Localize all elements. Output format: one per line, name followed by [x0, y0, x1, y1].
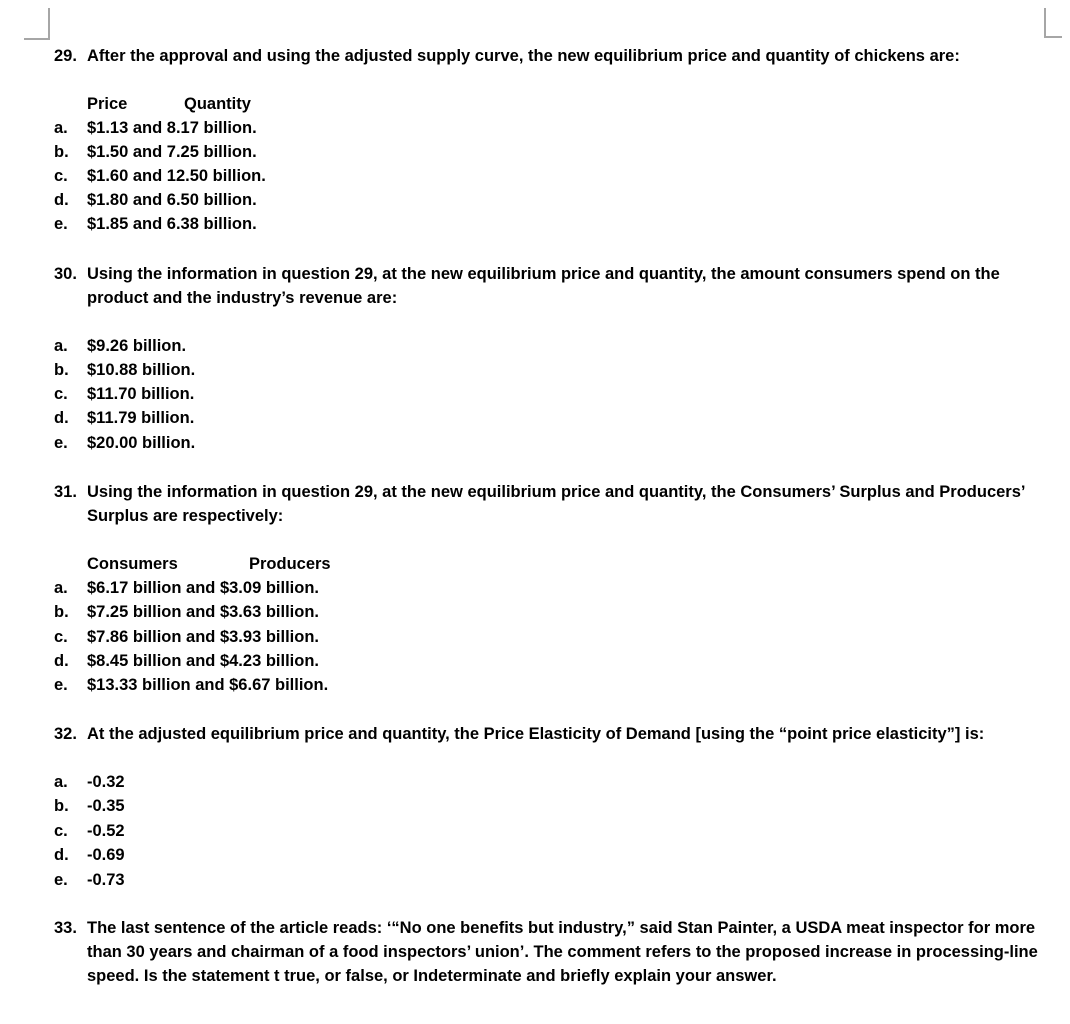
- question-text: The last sentence of the article reads: ‘“No one benefits but industry,” said Stan Painter, a USDA meat inspector for more than 30 years and chairman of a food inspectors’ union’. The comment refers to the proposed increase in processing-line speed. Is the statement t true, or false, or Indeterminate and briefly explain your answer.: [87, 919, 1038, 985]
- option-text: $11.79 billion.: [87, 409, 195, 427]
- question-29: [54, 44, 1054, 68]
- question-30: [54, 262, 1054, 310]
- option-text: $11.70 billion.: [87, 385, 195, 403]
- option-letter: d.: [54, 652, 69, 670]
- question-33: [54, 916, 1054, 988]
- question-number: 33.: [54, 919, 77, 937]
- option-text: $1.85 and 6.38 billion.: [87, 215, 257, 233]
- option-letter: d.: [54, 846, 69, 864]
- column-header-producers: Producers: [249, 555, 331, 573]
- option-letter: d.: [54, 409, 69, 427]
- crop-mark-top-right: [1044, 8, 1062, 38]
- option-text: $7.25 billion and $3.63 billion.: [87, 603, 319, 621]
- option-letter: b.: [54, 797, 69, 815]
- option-letter: d.: [54, 191, 69, 209]
- option-letter: a.: [54, 337, 68, 355]
- question-text: At the adjusted equilibrium price and quantity, the Price Elasticity of Demand [using the “point price elasticity”] is:: [87, 725, 985, 743]
- option-text: $8.45 billion and $4.23 billion.: [87, 652, 319, 670]
- crop-mark-top-left: [24, 8, 50, 40]
- option-text: -0.32: [87, 773, 125, 791]
- question-number: 29.: [54, 47, 77, 65]
- option-text: $1.60 and 12.50 billion.: [87, 167, 266, 185]
- option-letter: b.: [54, 143, 69, 161]
- question-number: 32.: [54, 725, 77, 743]
- question-32: [54, 722, 1054, 746]
- option-text: -0.73: [87, 871, 125, 889]
- question-text: Using the information in question 29, at the new equilibrium price and quantity, the Consumers’ Surplus and Producers’ Surplus are respectively:: [87, 483, 1025, 525]
- option-letter: a.: [54, 773, 68, 791]
- option-letter: e.: [54, 215, 68, 233]
- option-letter: e.: [54, 676, 68, 694]
- option-letter: b.: [54, 361, 69, 379]
- option-text: $1.50 and 7.25 billion.: [87, 143, 257, 161]
- column-header-quantity: Quantity: [184, 95, 251, 113]
- option-text: -0.69: [87, 846, 125, 864]
- option-text: -0.35: [87, 797, 125, 815]
- question-number: 31.: [54, 483, 77, 501]
- option-letter: c.: [54, 628, 68, 646]
- column-header-consumers: Consumers: [87, 555, 178, 573]
- option-text: $1.80 and 6.50 billion.: [87, 191, 257, 209]
- option-text: -0.52: [87, 822, 125, 840]
- option-letter: c.: [54, 385, 68, 403]
- option-text: $13.33 billion and $6.67 billion.: [87, 676, 329, 694]
- question-text: After the approval and using the adjusted supply curve, the new equilibrium price and quantity of chickens are:: [87, 47, 960, 65]
- question-text: Using the information in question 29, at the new equilibrium price and quantity, the amount consumers spend on the product and the industry’s revenue are:: [87, 265, 1000, 307]
- question-number: 30.: [54, 265, 77, 283]
- question-31: [54, 480, 1054, 528]
- option-letter: a.: [54, 579, 68, 597]
- option-text: $7.86 billion and $3.93 billion.: [87, 628, 319, 646]
- column-header-price: Price: [87, 95, 128, 113]
- option-text: $1.13 and 8.17 billion.: [87, 119, 257, 137]
- option-letter: b.: [54, 603, 69, 621]
- option-text: $10.88 billion.: [87, 361, 196, 379]
- option-letter: e.: [54, 871, 68, 889]
- option-text: $9.26 billion.: [87, 337, 187, 355]
- option-text: $6.17 billion and $3.09 billion.: [87, 579, 319, 597]
- option-letter: e.: [54, 434, 68, 452]
- option-text: $20.00 billion.: [87, 434, 196, 452]
- option-letter: c.: [54, 167, 68, 185]
- option-letter: c.: [54, 822, 68, 840]
- option-letter: a.: [54, 119, 68, 137]
